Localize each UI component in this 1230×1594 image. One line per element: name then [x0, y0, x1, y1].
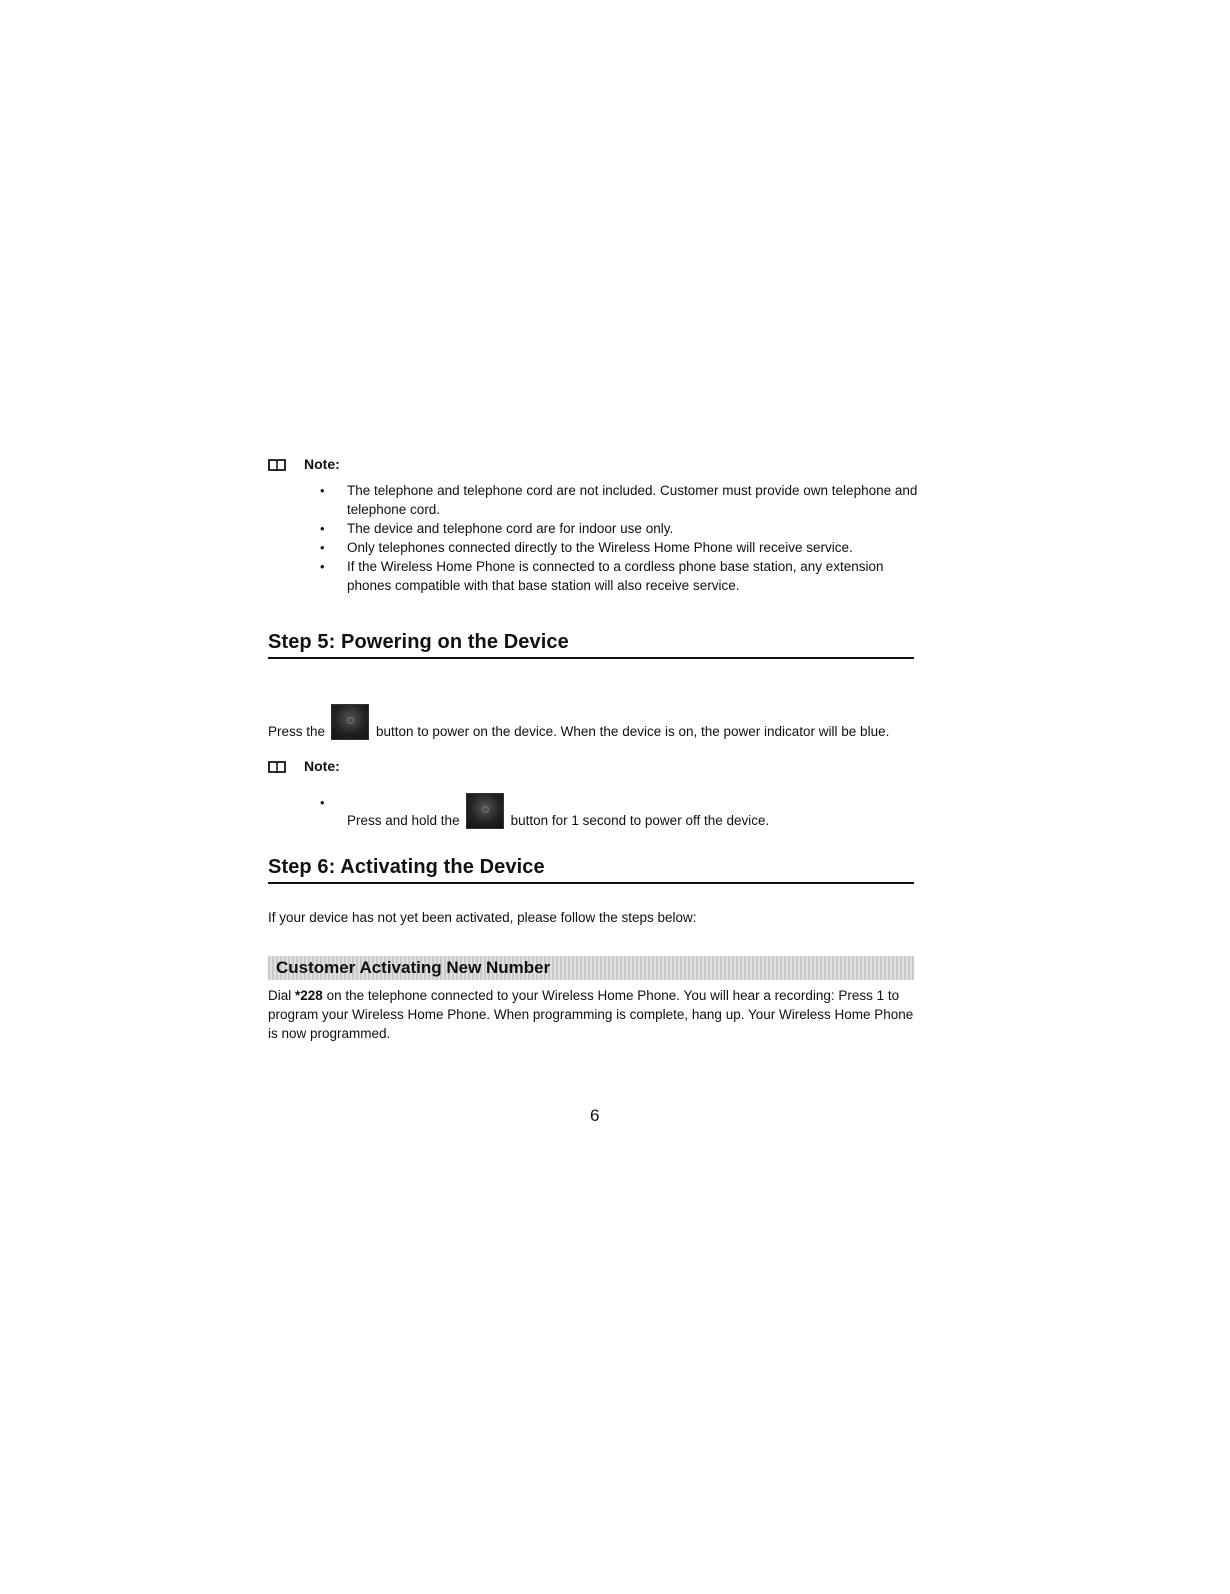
- power-button-icon: [466, 793, 504, 829]
- page-number: 6: [590, 1106, 600, 1125]
- activation-instructions: [268, 986, 914, 1043]
- dial-rest: on the telephone connected to your Wireless Home Phone. You will hear a recording: Press 1 to program your Wireless Home Phone. When programming is complete, hang up. Your Wireless Home Phone is now programmed.: [268, 988, 914, 1041]
- power-button-icon: [331, 704, 369, 740]
- step6-heading: Step 6: Activating the Device: [268, 856, 914, 884]
- dial-code: *228: [295, 988, 323, 1003]
- step5-text-start: Press the: [268, 724, 326, 739]
- note2-text-start: Press and hold the: [347, 813, 460, 828]
- book-icon: [268, 760, 286, 773]
- dial-prefix: Dial: [268, 988, 292, 1003]
- note-header: [268, 758, 340, 774]
- book-icon: [268, 458, 286, 471]
- list-item: • Only telephones connected directly to the Wireless Home Phone will receive service.: [320, 538, 920, 557]
- note-header: [268, 456, 340, 472]
- note2-text-end: button for 1 second to power off the device.: [510, 813, 770, 828]
- list-item: [320, 793, 920, 830]
- note-bullet-list: [320, 793, 920, 830]
- note-label: Note:: [304, 758, 340, 774]
- step5-text-end: button to power on the device. When the device is on, the power indicator will be blue.: [376, 724, 890, 739]
- list-item: • If the Wireless Home Phone is connected to a cordless phone base station, any extension phones compatible with that base station will also receive service.: [320, 557, 920, 595]
- step5-heading: Step 5: Powering on the Device: [268, 631, 914, 659]
- note-label: Note:: [304, 456, 340, 472]
- note-bullet-list: [320, 481, 920, 595]
- step5-instruction: [268, 704, 889, 741]
- step6-intro: If your device has not yet been activated, please follow the steps below:: [268, 910, 697, 925]
- list-item: • The device and telephone cord are for indoor use only.: [320, 519, 920, 538]
- list-item: • The telephone and telephone cord are not included. Customer must provide own telephone and telephone cord.: [320, 481, 920, 519]
- subsection-title: Customer Activating New Number: [276, 958, 551, 977]
- subsection-banner: [268, 956, 914, 980]
